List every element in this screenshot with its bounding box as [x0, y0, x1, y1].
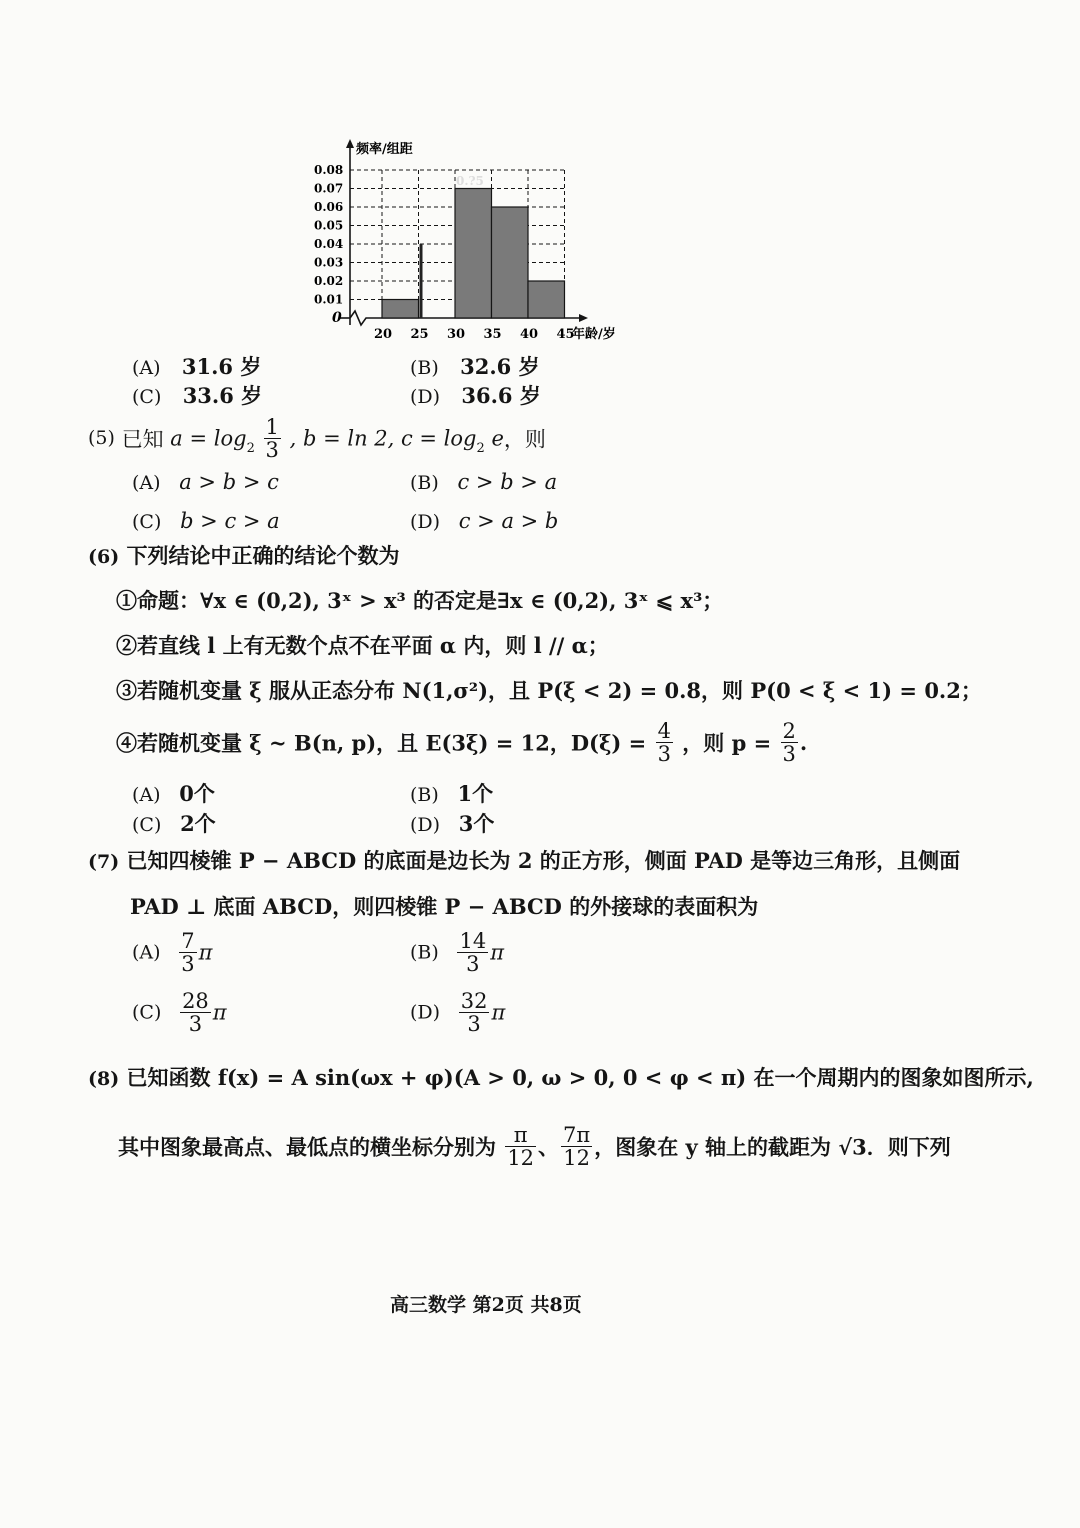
q4-option-a-label: (A) — [132, 357, 161, 379]
q6-s4-pre: ④若随机变量 ξ ~ B(n, p)，且 E(3ξ) = 12，D(ξ) = — [116, 730, 647, 756]
q5-stem-text: 已知 — [121, 427, 164, 452]
x-tick-label: 45 — [556, 327, 575, 342]
q6-option-c-text: 2个 — [180, 811, 216, 836]
q6-number: (6) — [88, 546, 120, 568]
q5-expr-a: a = log — [170, 426, 247, 451]
q7-option-b-pi: π — [490, 940, 505, 965]
q4-option-c[interactable] — [132, 380, 262, 410]
q7-option-a-label: (A) — [132, 941, 161, 964]
q6-s4-mid: ，则 p = — [682, 730, 772, 756]
q7-option-b-label: (B) — [410, 941, 439, 964]
q4-option-a-text: 31.6 岁 — [181, 354, 262, 379]
q5-option-d[interactable] — [410, 509, 558, 533]
q4-option-d[interactable] — [410, 380, 541, 410]
q8-stem-line-1 — [88, 1062, 1034, 1092]
q8-line2-pre: 其中图象最高点、最低点的横坐标分别为 — [118, 1134, 496, 1160]
q7-option-b[interactable] — [410, 930, 504, 975]
y-tick-label: 0.03 — [314, 255, 344, 270]
q6-option-c-label: (C) — [132, 814, 162, 836]
q8-separator: 、 — [538, 1134, 560, 1160]
q8-number: (8) — [88, 1068, 120, 1090]
q7-option-d-pi: π — [491, 1000, 506, 1025]
q6-option-b-label: (B) — [410, 784, 439, 806]
q5-option-d-label: (D) — [410, 511, 441, 533]
q7-option-b-fraction: $\frac{14}{3}$ — [459, 929, 487, 977]
q4-option-b-label: (B) — [410, 357, 439, 379]
q5-option-a[interactable] — [132, 470, 279, 494]
y-axis-label: 频率/组距 — [356, 142, 413, 157]
q4-option-b[interactable] — [410, 351, 540, 381]
q5-option-a-label: (A) — [132, 472, 161, 494]
q4-option-b-text: 32.6 岁 — [460, 354, 540, 379]
x-tick-label: 35 — [483, 327, 502, 342]
q7-number: (7) — [88, 851, 120, 873]
y-tick-label: 0.05 — [314, 218, 344, 233]
q5-stem — [88, 416, 546, 461]
q7-option-d-label: (D) — [410, 1001, 441, 1024]
q6-option-a[interactable] — [132, 778, 215, 808]
q4-option-d-label: (D) — [410, 386, 441, 408]
q5-option-b[interactable] — [410, 470, 557, 494]
y-tick-label: 0.08 — [314, 163, 344, 177]
y-tick-label: 0.07 — [314, 181, 344, 196]
q6-option-a-text: 0个 — [179, 781, 215, 806]
q6-option-b[interactable] — [410, 778, 493, 808]
q8-line1-text: 已知函数 f(x) = A sin(ωx + φ)(A > 0, ω > 0, 0 < φ < π) 在一个周期内的图象如图所示, — [126, 1065, 1034, 1090]
q5-option-a-text: a > b > c — [179, 470, 279, 494]
q4-option-c-label: (C) — [132, 386, 162, 408]
q6-statement-3: ③若随机变量 ξ 服从正态分布 N(1,σ²)，且 P(ξ < 2) = 0.8，则 P(0 < ξ < 1) = 0.2； — [116, 678, 982, 703]
q5-base-1: 2 — [246, 441, 255, 457]
y-tick-label: 0.01 — [314, 292, 344, 307]
q6-statement-1: ①命题：∀x ∈ (0,2), 3ˣ > x³ 的否定是∃x ∈ (0,2), 3ˣ ⩽ x³； — [116, 588, 724, 613]
q6-option-d[interactable] — [410, 808, 494, 838]
q5-fraction: $\frac{1}{3}$ — [265, 415, 279, 463]
q5-option-b-label: (B) — [410, 472, 439, 494]
q7-option-d-fraction: $\frac{32}{3}$ — [460, 989, 488, 1037]
q8-fraction-1: $\frac{\pi}{12}$ — [507, 1123, 535, 1171]
q6-stem-text: 下列结论中正确的结论个数为 — [126, 543, 400, 568]
q7-line1-text: 已知四棱锥 P − ABCD 的底面是边长为 2 的正方形，侧面 PAD 是等边三角形，且侧面 — [126, 848, 961, 873]
q5-option-c-text: b > c > a — [180, 509, 280, 533]
q6-option-a-label: (A) — [132, 784, 161, 806]
q6-option-d-text: 3个 — [458, 811, 495, 836]
q5-option-c-label: (C) — [132, 511, 162, 533]
q7-stem-line-2: PAD ⊥ 底面 ABCD，则四棱锥 P − ABCD 的外接球的表面积为 — [130, 894, 759, 919]
q8-line2-post: ，图象在 y 轴上的截距为 √3．则下列 — [594, 1134, 951, 1160]
q5-number: (5) — [88, 427, 115, 450]
q5-base-2: 2 — [476, 441, 485, 457]
q7-option-a-fraction: $\frac{7}{3}$ — [181, 929, 195, 977]
obscured-bar — [420, 244, 423, 318]
q6-option-d-label: (D) — [410, 814, 441, 836]
y-tick-label: 0 — [332, 310, 342, 326]
x-axis-label: 年龄/岁 — [572, 327, 616, 342]
y-tick-label: 0.02 — [314, 274, 344, 288]
q4-option-c-text: 33.6 岁 — [182, 383, 263, 408]
x-tick-label: 30 — [447, 327, 466, 342]
q6-s4-fraction-1: $\frac{4}{3}$ — [657, 719, 671, 767]
x-tick-label: 20 — [374, 327, 393, 342]
q6-s4-end: . — [799, 730, 808, 756]
frequency-histogram — [300, 135, 640, 350]
q7-option-c-pi: π — [212, 1000, 227, 1025]
q7-option-c[interactable] — [132, 990, 227, 1035]
q4-option-d-text: 36.6 岁 — [461, 383, 541, 408]
histogram-bar — [455, 189, 492, 319]
q6-stem — [88, 540, 400, 570]
q8-fraction-2: $\frac{7\pi}{12}$ — [563, 1123, 591, 1171]
q7-stem-line-1 — [88, 845, 960, 875]
histogram-bar — [382, 300, 419, 319]
q6-s4-fraction-2: $\frac{2}{3}$ — [782, 719, 796, 767]
obscured-bar-label: 0.?5 — [456, 174, 484, 188]
q7-option-c-label: (C) — [132, 1001, 162, 1024]
y-tick-label: 0.04 — [314, 237, 344, 251]
q5-option-b-text: c > b > a — [457, 470, 558, 494]
q6-option-b-text: 1个 — [457, 781, 494, 806]
q6-statement-4 — [116, 720, 807, 765]
q5-expr-e: e — [484, 426, 504, 451]
x-tick-label: 40 — [520, 327, 539, 342]
q7-option-a-pi: π — [198, 940, 213, 965]
q7-option-c-fraction: $\frac{28}{3}$ — [182, 989, 209, 1037]
q6-option-c[interactable] — [132, 808, 216, 838]
page-footer: 高三数学 第2页 共8页 — [390, 1294, 582, 1316]
y-axis-arrow — [346, 139, 354, 148]
q5-expr-bc: , b = ln 2, c = log — [289, 426, 477, 451]
q5-option-c[interactable] — [132, 509, 280, 533]
q6-statement-2: ②若直线 l 上有无数个点不在平面 α 内，则 l // α； — [116, 633, 609, 658]
q7-option-d[interactable] — [410, 990, 505, 1035]
q5-option-d-text: c > a > b — [458, 509, 559, 533]
q8-stem-line-2 — [118, 1124, 951, 1169]
histogram-bar — [528, 281, 565, 318]
histogram-bar — [492, 207, 529, 318]
x-axis-arrow — [579, 314, 588, 322]
q5-stem-end: ，则 — [503, 427, 546, 452]
x-tick-label: 25 — [410, 327, 429, 342]
y-tick-label: 0.06 — [314, 200, 344, 214]
q7-option-a[interactable] — [132, 930, 212, 975]
q4-option-a[interactable] — [132, 351, 261, 381]
